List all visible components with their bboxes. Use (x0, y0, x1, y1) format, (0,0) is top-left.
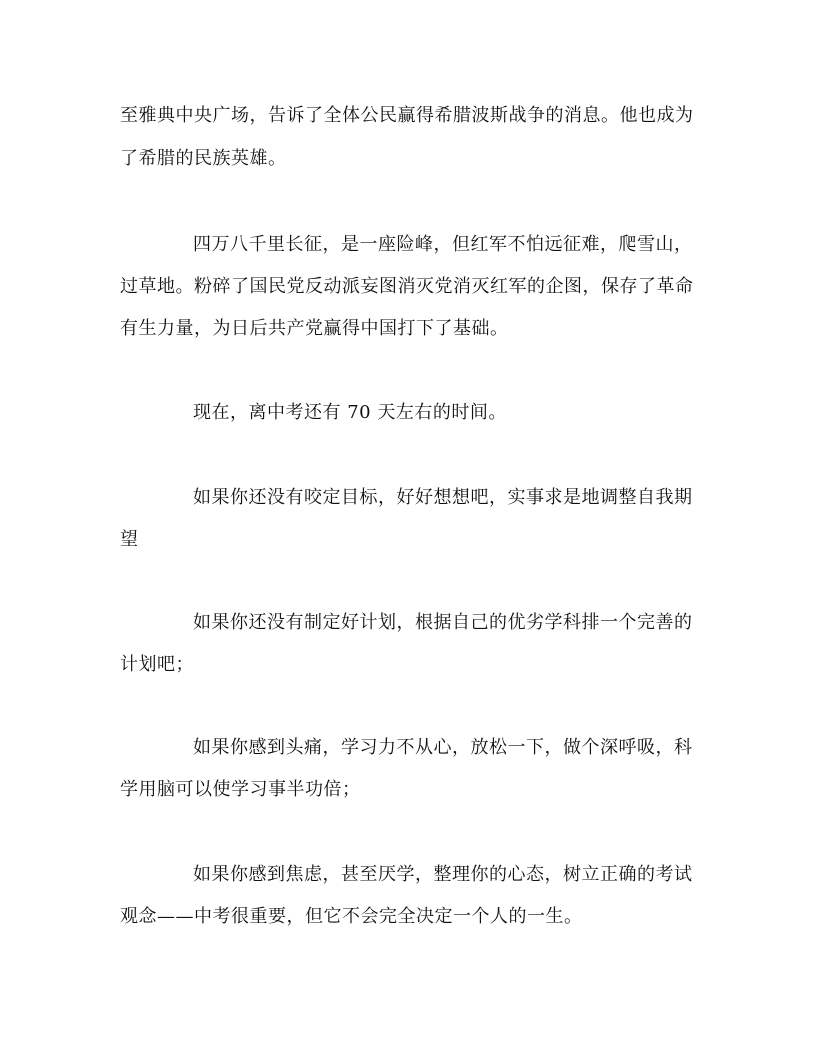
paragraph-2-line-2: 过草地。粉碎了国民党反动派妄图消灭党消灭红军的企图，保存了革命 (120, 276, 694, 297)
paragraph-6-line-2: 学用脑可以使学习事半功倍； (120, 779, 361, 800)
paragraph-2-line-1: 四万八千里长征，是一座险峰，但红军不怕远征难，爬雪山， (193, 234, 693, 255)
paragraph-5-line-1: 如果你还没有制定好计划，根据自己的优劣学科排一个完善的 (193, 612, 693, 633)
paragraph-7-line-1: 如果你感到焦虑，甚至厌学，整理你的心态，树立正确的考试 (193, 864, 693, 885)
paragraph-5-line-2: 计划吧； (120, 654, 194, 675)
paragraph-4-line-2: 望 (120, 529, 139, 550)
paragraph-2-line-3: 有生力量，为日后共产党赢得中国打下了基础。 (120, 318, 509, 339)
paragraph-3-line-1: 现在，离中考还有 70 天左右的时间。 (193, 402, 507, 423)
paragraph-7-line-2: 观念——中考很重要，但它不会完全决定一个人的一生。 (120, 906, 583, 927)
paragraph-6-line-1: 如果你感到头痛，学习力不从心，放松一下，做个深呼吸，科 (193, 737, 693, 758)
paragraph-4-line-1: 如果你还没有咬定目标，好好想想吧，实事求是地调整自我期 (193, 487, 693, 508)
paragraph-1-line-2: 了希腊的民族英雄。 (120, 148, 287, 169)
paragraph-1-line-1: 至雅典中央广场，告诉了全体公民赢得希腊波斯战争的消息。他也成为 (120, 105, 694, 126)
